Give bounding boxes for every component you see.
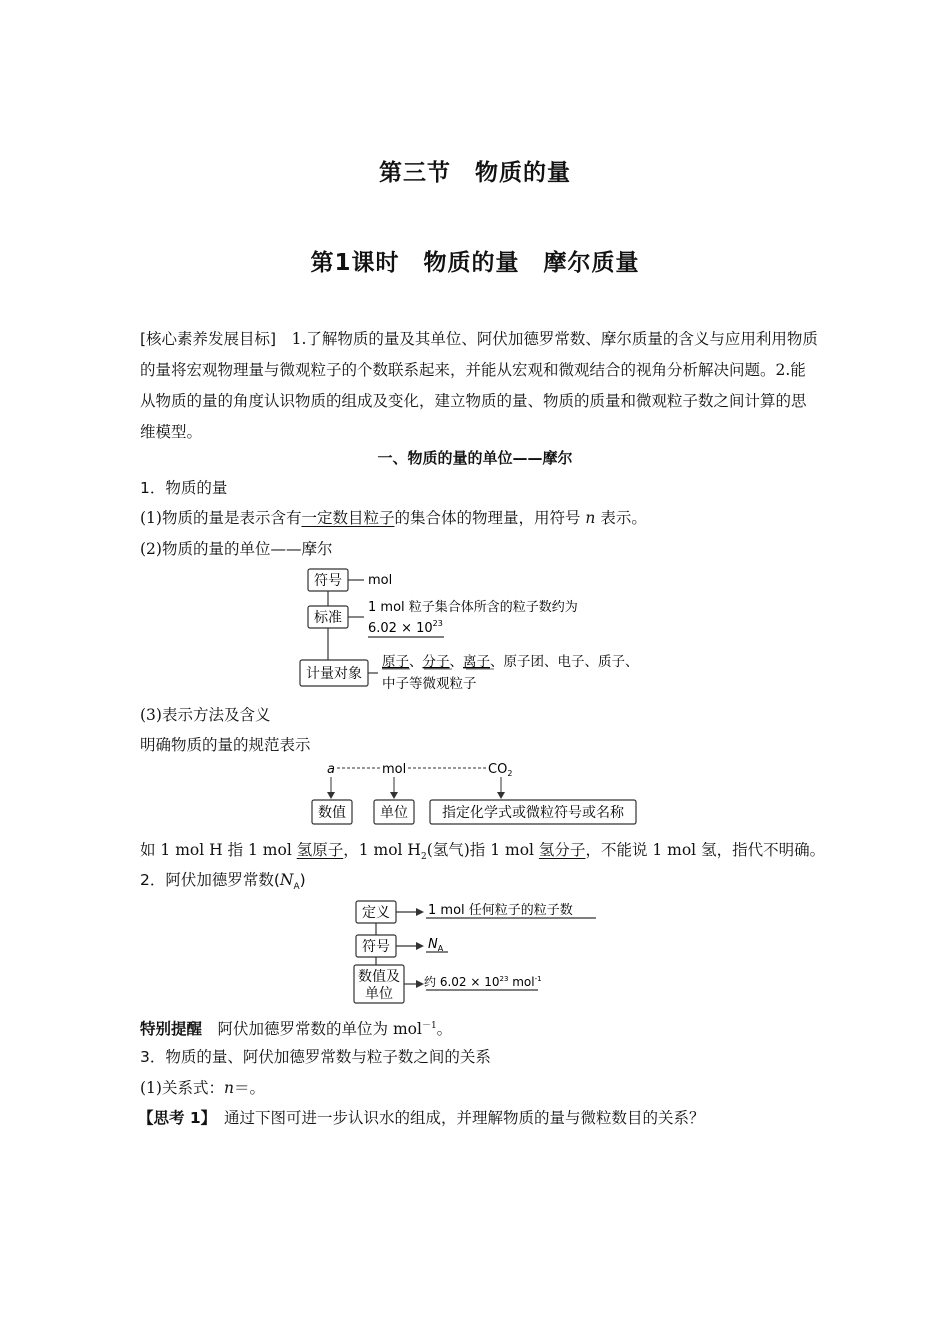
value-text: 约 $6.02 \times 10^{23}$ mol$^{-1}$ xyxy=(424,975,542,989)
fill-blank-answer: 一定数目粒子 xyxy=(301,509,395,527)
box-formula-label: 指定化学式或微粒符号或名称 xyxy=(442,805,624,821)
section-heading: 一、物质的量的单位——摩尔 xyxy=(377,449,573,467)
box-object-label: 计量对象 xyxy=(306,666,362,682)
notation-diagram xyxy=(300,758,645,828)
box-symbol-label: 符号 xyxy=(362,939,390,955)
reminder-tag: 特别提醒 xyxy=(140,1020,203,1039)
item1-title: 1．物质的量 xyxy=(140,479,228,497)
label-mol: mol xyxy=(382,762,407,777)
core-goals-text: 1.了解物质的量及其单位、阿伏加德罗常数、摩尔质量的含义与应用利用物质的量将宏观物理量与微观粒子的个数联系起来，并能从宏观和微观结合的视角分析解决问题。2.能从物质的量的角度认识物质的组成及变化，建立物质的量、物质的质量和微观粒子数之间计算的思维模型。 xyxy=(140,330,818,441)
mole-unit-diagram xyxy=(298,566,678,694)
object-line1: 原子、分子、离子、原子团、电子、质子、 xyxy=(382,654,639,670)
item1-3-text: (3)表示方法及含义 xyxy=(140,706,271,724)
item1-2-text: (2)物质的量的单位——摩尔 xyxy=(140,540,333,558)
core-goals-tag: [核心素养发展目标] xyxy=(140,330,277,348)
reminder-line: 特别提醒 阿伏加德罗常数的单位为 mol$^{-1}$。 xyxy=(140,1020,453,1039)
item3-title: 3．物质的量、阿伏加德罗常数与粒子数之间的关系 xyxy=(140,1048,491,1066)
example-text: 如 1 mol H 指 1 mol 氢原子，1 mol $H_2$(氢气)指 1 mol 氢分子，不能说 1 mol 氢，指代不明确。 xyxy=(140,841,826,863)
sym-text: $N_A$ xyxy=(428,937,444,953)
core-goals-paragraph xyxy=(140,324,820,448)
section-title: 第三节 物质的量 xyxy=(379,160,571,186)
box-def-label: 定义 xyxy=(362,905,390,921)
symbol-n: n xyxy=(585,509,596,527)
box-unit-label: 单位 xyxy=(380,805,408,821)
standard-line1: 1 mol 粒子集合体所含的粒子数约为 xyxy=(368,600,578,615)
def-text: 1 mol 任何粒子的粒子数 xyxy=(428,903,573,918)
think-question: 【思考 1】 通过下图可进一步认识水的组成，并理解物质的量与微粒数目的关系？ xyxy=(138,1109,705,1127)
avogadro-diagram xyxy=(352,897,612,1009)
label-co2: $CO_2$ xyxy=(488,762,513,778)
standard-line2: $6.02 \times 10^{23}$ xyxy=(368,619,443,636)
item2-title: 2．阿伏加德罗常数$(N_A)$ xyxy=(140,871,306,893)
box-value-line1: 数值及 xyxy=(358,969,400,985)
item3-1-text: (1)关系式：n＝。 xyxy=(140,1079,265,1097)
symbol-value: mol xyxy=(368,573,393,588)
label-a: a xyxy=(327,762,335,777)
box-symbol-label: 符号 xyxy=(314,573,342,589)
item1-1-text: (1)物质的量是表示含有一定数目粒子的集合体的物理量，用符号 n 表示。 xyxy=(140,509,647,527)
think-tag: 【思考 1】 xyxy=(138,1109,209,1127)
lesson-title: 第1课时 物质的量 摩尔质量 xyxy=(310,250,640,276)
box-value-label: 数值 xyxy=(318,805,346,821)
object-line2: 中子等微观粒子 xyxy=(382,676,477,692)
box-value-line2: 单位 xyxy=(365,986,393,1002)
item1-3-subtext: 明确物质的量的规范表示 xyxy=(140,736,311,754)
box-standard-label: 标准 xyxy=(314,610,342,626)
